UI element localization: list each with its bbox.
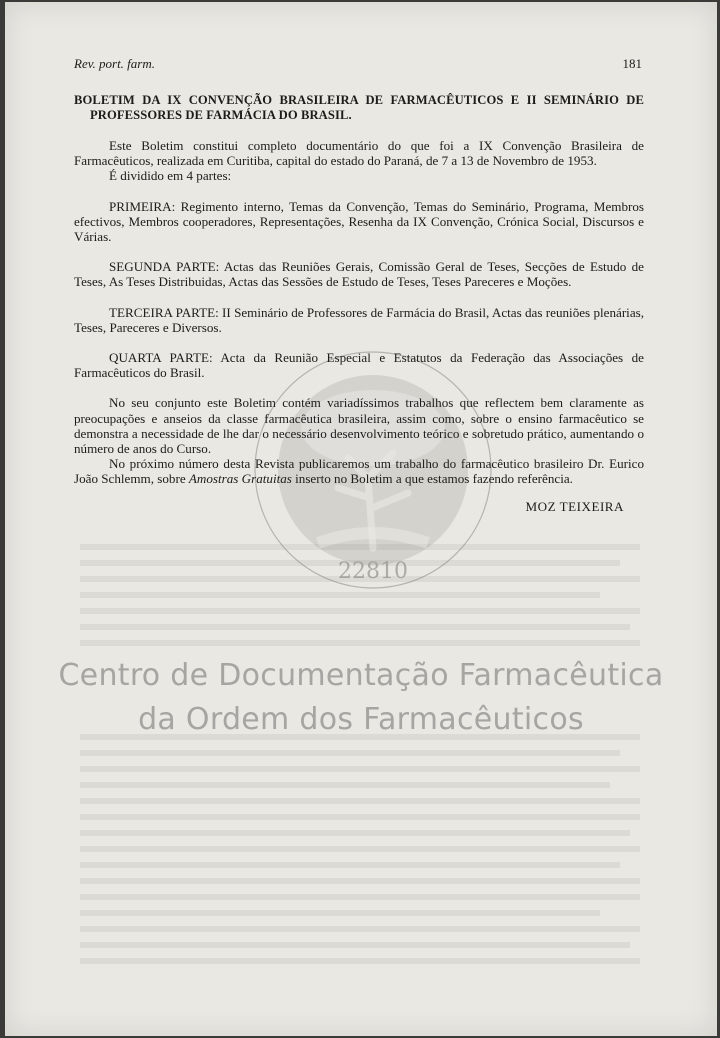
watermark-line-1: Centro de Documentação Farmacêutica [58,658,664,693]
paragraph-part-four: QUARTA PARTE: Acta da Reunião Especial e Estatutos da Federação das Associações de Farmacêuticos do Brasil. [74,350,644,381]
stamp-number: 22810 [338,559,408,584]
bleed-through-lines [80,537,640,977]
watermark-line-2: da Ordem dos Farmacêuticos [138,702,584,737]
page-number: 181 [622,56,642,71]
next-issue-title-italic: Amostras Gratuitas [188,471,292,487]
bleed-through-text [80,537,640,982]
author-signature: MOZ TEIXEIRA [525,498,624,514]
paragraph-overview: No seu conjunto este Boletim contém variadíssimos trabalhos que reflectem bem claramente as preocupações e anseios da classe farmacêutica brasileira, assim como, sobre o ensino farmacêutico se demonstra a necessidade de lhe dar o necessário desenvolvimento teórico e sobretudo prático, aumentando o número de anos do Curso. [74,395,644,457]
paragraph-next-issue [74,456,644,486]
paragraph-division: É dividido em 4 partes: [109,168,232,184]
next-issue-text-end: inserto no Boletim a que estamos fazendo referência. [291,471,573,487]
document-page [5,2,717,1036]
journal-name: Rev. port. farm. [74,56,155,71]
paragraph-part-one: PRIMEIRA: Regimento interno, Temas da Convenção, Temas do Seminário, Programa, Membros efectivos, Membros cooperadores, Representações, Resenha da IX Convenção, Crónica Social, Discursos e Várias. [74,198,644,245]
paragraph-part-three: TERCEIRA PARTE: II Seminário de Professores de Farmácia do Brasil, Actas das reuniões plenárias, Teses, Pareceres e Diversos. [74,304,644,335]
next-issue-text-start: No próximo número desta Revista publicaremos um trabalho do farmacêutico brasileiro Dr. Eurico João Schlemm, sobre [74,456,644,487]
article-body [74,93,644,527]
article-title: BOLETIM DA IX CONVENÇÃO BRASILEIRA DE FARMACÊUTICOS E II SEMINÁRIO DE PROFESSORES DE FARMÁCIA DO BRASIL. [74,93,644,122]
running-header [74,56,642,76]
paragraph-part-two: SEGUNDA PARTE: Actas das Reuniões Gerais, Comissão Geral de Teses, Secções de Estudo de Teses, As Teses Distribuidas, Actas das Sessões de Estudo de Teses, Teses Pareceres e Moções. [74,259,644,290]
paragraph-intro: Este Boletim constitui completo documentário do que foi a IX Convenção Brasileira de Farmacêuticos, realizada em Curitiba, capital do estado do Paraná, de 7 a 13 de Novembro de 1953. [74,138,644,169]
